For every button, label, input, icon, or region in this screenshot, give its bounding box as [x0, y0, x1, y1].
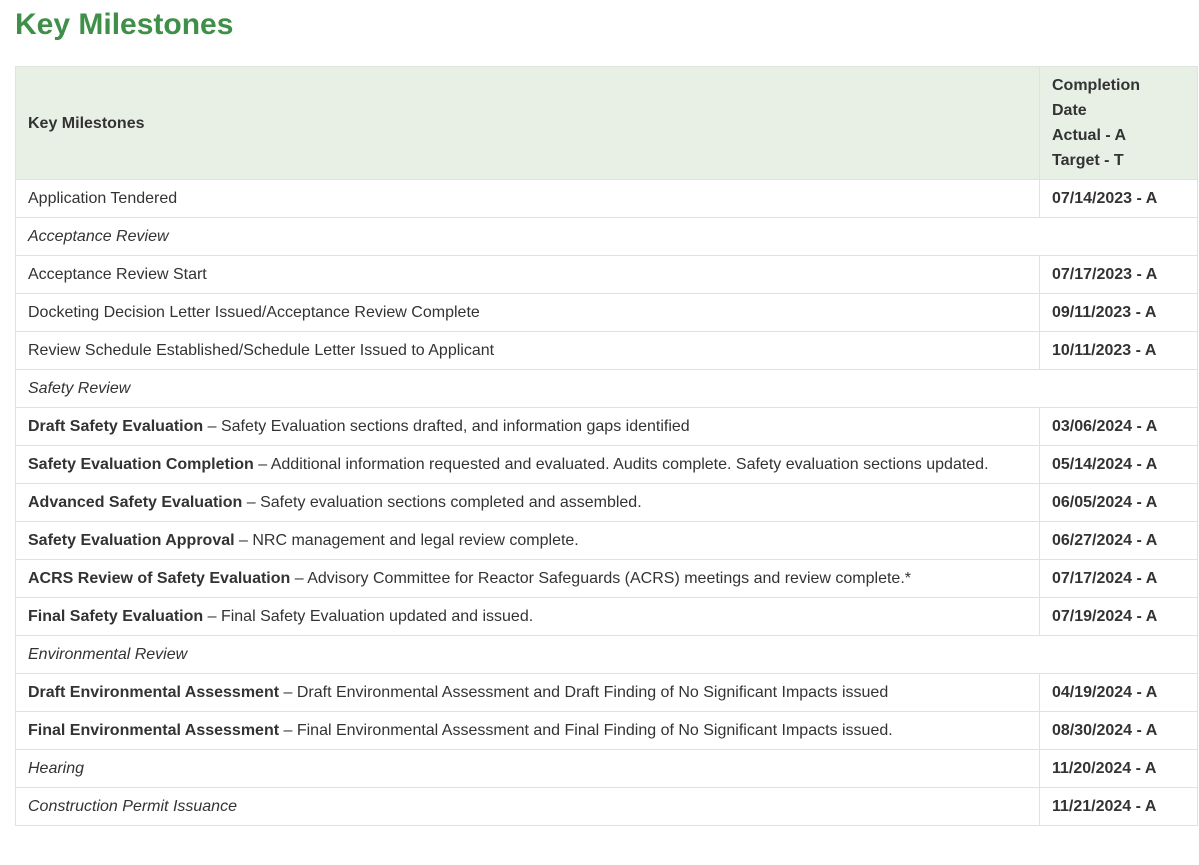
- milestone-name: Advanced Safety Evaluation: [28, 494, 243, 511]
- date-cell: 03/06/2024 - A: [1040, 408, 1198, 446]
- milestones-table: [15, 66, 1198, 826]
- milestone-description: – Safety Evaluation sections drafted, and information gaps identified: [203, 418, 690, 435]
- table-row: [16, 712, 1198, 750]
- milestone-name: Final Safety Evaluation: [28, 608, 204, 625]
- date-cell: 09/11/2023 - A: [1040, 294, 1198, 332]
- table-row: [16, 446, 1198, 484]
- section-label: Safety Review: [16, 370, 1198, 408]
- milestone-cell: Hearing: [16, 750, 1040, 788]
- table-row: [16, 484, 1198, 522]
- header-date-line: Completion: [1052, 77, 1140, 94]
- milestone-description: – Additional information requested and evaluated. Audits complete. Safety evaluation sections updated.: [253, 456, 989, 473]
- milestone-cell: Acceptance Review Start: [16, 256, 1040, 294]
- header-date-line: Target - T: [1052, 152, 1124, 169]
- section-row: [16, 370, 1198, 408]
- table-row: [16, 256, 1198, 294]
- milestone-description: – Final Safety Evaluation updated and issued.: [203, 608, 534, 625]
- date-cell: 07/17/2024 - A: [1040, 560, 1198, 598]
- milestone-cell: [16, 408, 1040, 446]
- milestone-name: Safety Evaluation Approval: [28, 532, 235, 549]
- milestone-name: Draft Environmental Assessment: [28, 684, 280, 701]
- date-cell: 06/27/2024 - A: [1040, 522, 1198, 560]
- header-key-milestones: Key Milestones: [16, 67, 1040, 180]
- table-row: [16, 522, 1198, 560]
- milestone-cell: Construction Permit Issuance: [16, 788, 1040, 826]
- table-row: [16, 408, 1198, 446]
- table-row: [16, 788, 1198, 826]
- date-cell: 06/05/2024 - A: [1040, 484, 1198, 522]
- milestone-name: Final Environmental Assessment: [28, 722, 280, 739]
- page-title: Key Milestones: [15, 8, 234, 41]
- date-cell: 07/17/2023 - A: [1040, 256, 1198, 294]
- milestone-cell: Docketing Decision Letter Issued/Acceptance Review Complete: [16, 294, 1040, 332]
- date-cell: 11/21/2024 - A: [1040, 788, 1198, 826]
- milestone-description: – Safety evaluation sections completed and assembled.: [242, 494, 642, 511]
- milestone-cell: [16, 484, 1040, 522]
- date-cell: 11/20/2024 - A: [1040, 750, 1198, 788]
- date-cell: 04/19/2024 - A: [1040, 674, 1198, 712]
- date-cell: 08/30/2024 - A: [1040, 712, 1198, 750]
- section-label: Acceptance Review: [16, 218, 1198, 256]
- date-cell: 07/14/2023 - A: [1040, 180, 1198, 218]
- milestone-description: – Draft Environmental Assessment and Draft Finding of No Significant Impacts issued: [279, 684, 889, 701]
- table-header-row: [16, 67, 1198, 180]
- milestone-cell: [16, 712, 1040, 750]
- table-row: [16, 180, 1198, 218]
- milestone-description: – NRC management and legal review complete.: [234, 532, 579, 549]
- milestone-cell: Application Tendered: [16, 180, 1040, 218]
- milestone-description: – Final Environmental Assessment and Final Finding of No Significant Impacts issued.: [279, 722, 893, 739]
- section-row: [16, 218, 1198, 256]
- milestone-name: Safety Evaluation Completion: [28, 456, 254, 473]
- milestone-cell: [16, 598, 1040, 636]
- section-row: [16, 636, 1198, 674]
- header-completion-date: [1040, 67, 1198, 180]
- table-row: [16, 560, 1198, 598]
- milestone-cell: [16, 560, 1040, 598]
- milestone-cell: [16, 674, 1040, 712]
- milestone-cell: [16, 446, 1040, 484]
- table-row: [16, 598, 1198, 636]
- table-row: [16, 674, 1198, 712]
- table-row: [16, 332, 1198, 370]
- date-cell: 10/11/2023 - A: [1040, 332, 1198, 370]
- date-cell: 07/19/2024 - A: [1040, 598, 1198, 636]
- milestone-cell: Review Schedule Established/Schedule Letter Issued to Applicant: [16, 332, 1040, 370]
- milestone-name: ACRS Review of Safety Evaluation: [28, 570, 291, 587]
- milestone-name: Draft Safety Evaluation: [28, 418, 204, 435]
- milestone-cell: [16, 522, 1040, 560]
- milestone-description: – Advisory Committee for Reactor Safeguards (ACRS) meetings and review complete.*: [290, 570, 911, 587]
- header-date-line: Date: [1052, 102, 1087, 119]
- date-cell: 05/14/2024 - A: [1040, 446, 1198, 484]
- table-row: [16, 750, 1198, 788]
- table-row: [16, 294, 1198, 332]
- section-label: Environmental Review: [16, 636, 1198, 674]
- header-date-line: Actual - A: [1052, 127, 1127, 144]
